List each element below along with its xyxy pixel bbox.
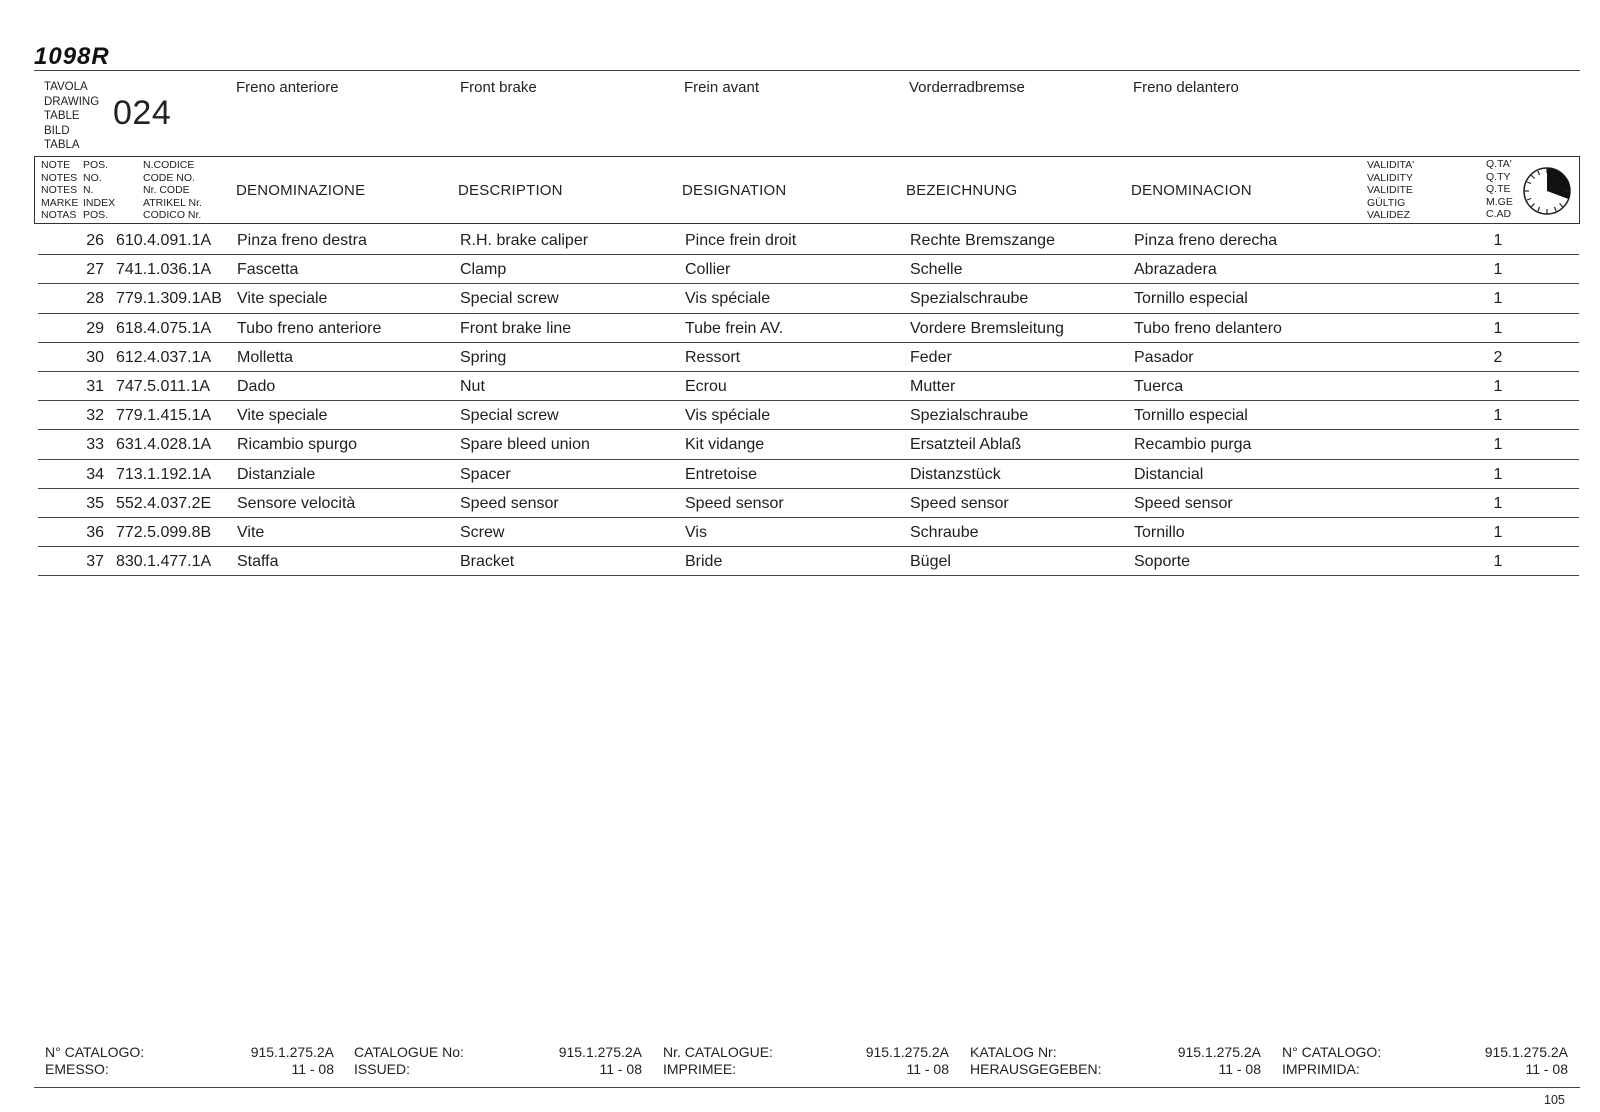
part-name-english: Bracket bbox=[460, 553, 515, 571]
part-code: 610.4.091.1A bbox=[116, 232, 212, 249]
part-qty: 1 bbox=[1493, 319, 1503, 337]
part-name-spanish: Abrazadera bbox=[1134, 261, 1217, 279]
notes-label: NOTE bbox=[41, 159, 71, 171]
footer-catalog-label: KATALOG Nr: bbox=[970, 1044, 1057, 1060]
table-row bbox=[38, 518, 1579, 547]
title-italian: Freno anteriore bbox=[236, 79, 339, 96]
footer-label-group-4 bbox=[970, 1044, 1101, 1078]
part-pos: 33 bbox=[86, 436, 104, 454]
footer-catalog-value: 915.1.275.2A bbox=[865, 1044, 949, 1060]
qty-label: Q.TA' bbox=[1486, 158, 1512, 170]
part-name-french: Ressort bbox=[685, 348, 741, 366]
table-row bbox=[38, 460, 1579, 489]
part-code: 741.1.036.1A bbox=[116, 261, 212, 279]
part-name-german: Spezialschraube bbox=[910, 290, 1029, 308]
part-name-spanish: Tornillo especial bbox=[1134, 407, 1248, 425]
part-code: 779.1.415.1A bbox=[116, 407, 212, 425]
header-italian: DENOMINAZIONE bbox=[236, 182, 366, 199]
drawing-number: 024 bbox=[113, 94, 172, 132]
part-pos: 30 bbox=[86, 348, 104, 366]
model-logo-text: 1098R bbox=[34, 46, 110, 68]
part-qty: 1 bbox=[1493, 407, 1503, 425]
table-row bbox=[38, 547, 1579, 576]
header-german: BEZEICHNUNG bbox=[906, 182, 1018, 199]
part-qty: 1 bbox=[1493, 232, 1503, 249]
drawing-labels bbox=[44, 80, 99, 153]
part-name-german: Vordere Bremsleitung bbox=[910, 319, 1064, 337]
part-name-spanish: Pinza freno derecha bbox=[1134, 232, 1278, 249]
code-header bbox=[143, 159, 202, 222]
table-row bbox=[38, 226, 1579, 255]
model-logo bbox=[34, 46, 194, 68]
pos-label: POS. bbox=[83, 159, 109, 171]
part-name-english: Spring bbox=[460, 348, 507, 366]
footer-catalog-label: Nr. CATALOGUE: bbox=[663, 1044, 773, 1060]
notes-label: MARKE bbox=[41, 196, 79, 209]
part-pos: 36 bbox=[86, 523, 104, 541]
footer-issued-value: 11 - 08 bbox=[291, 1061, 334, 1077]
footer-issued-value: 11 - 08 bbox=[599, 1061, 642, 1077]
part-code: 830.1.477.1A bbox=[116, 553, 212, 571]
part-name-spanish: Tuerca bbox=[1134, 377, 1184, 395]
part-code: 631.4.028.1A bbox=[116, 436, 212, 454]
footer-value-group-5 bbox=[1453, 1044, 1568, 1078]
part-qty: 1 bbox=[1493, 290, 1503, 308]
part-name-french: Tube frein AV. bbox=[685, 319, 784, 337]
part-pos: 28 bbox=[86, 290, 104, 308]
footer-catalog-value: 915.1.275.2A bbox=[250, 1044, 334, 1060]
part-name-english: R.H. brake caliper bbox=[460, 232, 589, 249]
part-name-italian: Staffa bbox=[237, 553, 279, 571]
pos-label: NO. bbox=[83, 171, 102, 184]
table-row bbox=[38, 343, 1579, 372]
table-row bbox=[38, 372, 1579, 401]
footer-value-group-3 bbox=[834, 1044, 949, 1078]
footer-catalog-value: 915.1.275.2A bbox=[1177, 1044, 1261, 1060]
header-rule bbox=[34, 70, 1580, 71]
footer-issued-label: IMPRIMIDA: bbox=[1282, 1061, 1360, 1077]
qty-label: Q.TY bbox=[1486, 170, 1511, 183]
footer-rule bbox=[34, 1087, 1580, 1088]
title-english: Front brake bbox=[460, 79, 537, 96]
part-qty: 1 bbox=[1493, 494, 1503, 512]
part-name-italian: Vite bbox=[237, 523, 265, 541]
code-label: CODICO Nr. bbox=[143, 209, 202, 221]
footer-value-group-1 bbox=[219, 1044, 334, 1078]
table-row bbox=[38, 255, 1579, 284]
part-name-spanish: Tornillo bbox=[1134, 523, 1185, 541]
footer-issued-value: 11 - 08 bbox=[906, 1061, 949, 1077]
part-name-italian: Vite speciale bbox=[237, 407, 328, 425]
part-pos: 37 bbox=[86, 553, 104, 571]
part-name-german: Mutter bbox=[910, 377, 956, 395]
parts-table bbox=[38, 226, 1579, 576]
part-name-french: Collier bbox=[685, 261, 731, 279]
part-name-italian: Pinza freno destra bbox=[237, 232, 367, 249]
footer-label-group-3 bbox=[663, 1044, 773, 1078]
page-number: 105 bbox=[1544, 1093, 1565, 1107]
table-row bbox=[38, 284, 1579, 313]
part-name-english: Clamp bbox=[460, 261, 507, 279]
part-qty: 2 bbox=[1493, 348, 1503, 366]
part-name-spanish: Tornillo especial bbox=[1134, 290, 1248, 308]
part-pos: 35 bbox=[86, 494, 104, 512]
footer-issued-label: ISSUED: bbox=[354, 1061, 411, 1077]
part-name-french: Speed sensor bbox=[685, 494, 784, 512]
qty-label: M.GE bbox=[1486, 195, 1513, 208]
part-name-spanish: Speed sensor bbox=[1134, 494, 1233, 512]
table-row bbox=[38, 401, 1579, 430]
part-qty: 1 bbox=[1493, 553, 1503, 571]
part-name-english: Front brake line bbox=[460, 319, 572, 337]
part-name-spanish: Pasador bbox=[1134, 348, 1194, 366]
part-pos: 31 bbox=[86, 377, 104, 395]
footer-value-group-2 bbox=[527, 1044, 642, 1078]
title-german: Vorderradbremse bbox=[909, 79, 1025, 96]
part-name-english: Screw bbox=[460, 523, 505, 541]
footer-catalog-value: 915.1.275.2A bbox=[558, 1044, 642, 1060]
part-name-french: Bride bbox=[685, 553, 723, 571]
part-name-italian: Dado bbox=[237, 377, 276, 395]
part-name-german: Speed sensor bbox=[910, 494, 1009, 512]
part-name-spanish: Soporte bbox=[1134, 553, 1191, 571]
title-spanish: Freno delantero bbox=[1133, 79, 1239, 96]
qty-label: Q.TE bbox=[1486, 183, 1511, 195]
pos-label: INDEX bbox=[83, 196, 116, 209]
part-name-german: Spezialschraube bbox=[910, 407, 1029, 425]
part-name-italian: Ricambio spurgo bbox=[237, 436, 358, 454]
drawing-label: TAVOLA bbox=[44, 81, 88, 93]
part-pos: 34 bbox=[86, 465, 104, 483]
notes-label: NOTAS bbox=[41, 209, 77, 221]
part-code: 779.1.309.1AB bbox=[116, 290, 222, 308]
part-code: 713.1.192.1A bbox=[116, 465, 212, 483]
part-pos: 32 bbox=[86, 407, 104, 425]
part-name-english: Spacer bbox=[460, 465, 511, 483]
part-name-english: Special screw bbox=[460, 290, 559, 308]
qty-label: C.AD bbox=[1486, 208, 1512, 220]
footer-catalog-label: CATALOGUE No: bbox=[354, 1044, 464, 1060]
part-name-english: Special screw bbox=[460, 407, 559, 425]
drawing-label: TABLE bbox=[44, 110, 80, 122]
part-name-spanish: Distancial bbox=[1134, 465, 1204, 483]
part-name-english: Speed sensor bbox=[460, 494, 559, 512]
footer-issued-label: HERAUSGEGEBEN: bbox=[970, 1061, 1102, 1077]
notes-header bbox=[41, 159, 78, 222]
drawing-label: TABLA bbox=[44, 139, 80, 151]
validity-label: VALIDITA' bbox=[1367, 159, 1415, 171]
footer-catalog-label: N° CATALOGO: bbox=[1282, 1044, 1382, 1060]
code-label: Nr. CODE bbox=[143, 184, 190, 196]
part-qty: 1 bbox=[1493, 377, 1503, 395]
part-name-french: Entretoise bbox=[685, 465, 758, 483]
footer-label-group-1 bbox=[45, 1044, 144, 1078]
part-name-german: Schelle bbox=[910, 261, 963, 279]
part-name-french: Vis spéciale bbox=[685, 407, 771, 425]
code-label: ATRIKEL Nr. bbox=[143, 196, 202, 209]
code-label: CODE NO. bbox=[143, 171, 195, 184]
footer-value-group-4 bbox=[1146, 1044, 1261, 1078]
part-name-german: Schraube bbox=[910, 523, 979, 541]
part-code: 618.4.075.1A bbox=[116, 319, 212, 337]
footer-issued-label: IMPRIMEE: bbox=[663, 1061, 737, 1077]
validity-label: VALIDEZ bbox=[1367, 209, 1410, 221]
footer-label-group-5 bbox=[1282, 1044, 1381, 1078]
part-name-italian: Distanziale bbox=[237, 465, 316, 483]
code-label: N.CODICE bbox=[143, 159, 195, 171]
part-name-italian: Vite speciale bbox=[237, 290, 328, 308]
part-qty: 1 bbox=[1493, 523, 1503, 541]
drawing-label: BILD bbox=[44, 124, 70, 137]
validity-header bbox=[1367, 159, 1414, 222]
part-pos: 27 bbox=[86, 261, 104, 279]
table-row bbox=[38, 314, 1579, 343]
title-french: Frein avant bbox=[684, 79, 760, 96]
part-name-italian: Fascetta bbox=[237, 261, 299, 279]
qty-header bbox=[1486, 158, 1513, 221]
part-name-french: Kit vidange bbox=[685, 436, 765, 454]
pos-label: N. bbox=[83, 184, 94, 196]
part-pos: 26 bbox=[86, 232, 104, 249]
footer-catalog-label: N° CATALOGO: bbox=[45, 1044, 145, 1060]
notes-label: NOTES bbox=[41, 171, 78, 184]
footer-catalog-value: 915.1.275.2A bbox=[1484, 1044, 1568, 1060]
part-name-french: Pince frein droit bbox=[685, 232, 797, 249]
footer-issued-value: 11 - 08 bbox=[1525, 1061, 1568, 1077]
part-name-german: Ersatzteil Ablaß bbox=[910, 436, 1022, 454]
clock-icon bbox=[1522, 166, 1572, 221]
part-code: 552.4.037.2E bbox=[116, 494, 212, 512]
part-name-german: Bügel bbox=[910, 553, 951, 571]
header-spanish: DENOMINACION bbox=[1131, 182, 1252, 199]
footer-label-group-2 bbox=[354, 1044, 464, 1078]
part-name-french: Vis spéciale bbox=[685, 290, 771, 308]
notes-label: NOTES bbox=[41, 184, 78, 196]
part-name-italian: Molletta bbox=[237, 348, 294, 366]
validity-label: VALIDITE bbox=[1367, 184, 1413, 196]
validity-label: GÜLTIG bbox=[1367, 196, 1406, 209]
part-name-english: Nut bbox=[460, 377, 485, 395]
part-name-french: Vis bbox=[685, 523, 707, 541]
part-name-german: Feder bbox=[910, 348, 952, 366]
part-qty: 1 bbox=[1493, 261, 1503, 279]
part-name-italian: Sensore velocità bbox=[237, 494, 356, 512]
part-name-spanish: Tubo freno delantero bbox=[1134, 319, 1282, 337]
part-name-italian: Tubo freno anteriore bbox=[237, 319, 382, 337]
drawing-label: DRAWING bbox=[44, 95, 100, 108]
part-code: 772.5.099.8B bbox=[116, 523, 212, 541]
pos-label: POS. bbox=[83, 209, 109, 221]
part-pos: 29 bbox=[86, 319, 104, 337]
footer-issued-label: EMESSO: bbox=[45, 1061, 109, 1077]
table-row bbox=[38, 489, 1579, 518]
table-row bbox=[38, 430, 1579, 459]
header-english: DESCRIPTION bbox=[458, 182, 563, 199]
part-name-german: Rechte Bremszange bbox=[910, 232, 1055, 249]
part-code: 747.5.011.1A bbox=[116, 377, 211, 395]
part-name-german: Distanzstück bbox=[910, 465, 1001, 483]
pos-header bbox=[83, 159, 115, 222]
part-name-spanish: Recambio purga bbox=[1134, 436, 1252, 454]
part-qty: 1 bbox=[1493, 436, 1503, 454]
part-name-french: Ecrou bbox=[685, 377, 727, 395]
footer-issued-value: 11 - 08 bbox=[1218, 1061, 1261, 1077]
header-french: DESIGNATION bbox=[682, 182, 787, 199]
part-code: 612.4.037.1A bbox=[116, 348, 212, 366]
part-qty: 1 bbox=[1493, 465, 1503, 483]
validity-label: VALIDITY bbox=[1367, 171, 1413, 184]
part-name-english: Spare bleed union bbox=[460, 436, 590, 454]
